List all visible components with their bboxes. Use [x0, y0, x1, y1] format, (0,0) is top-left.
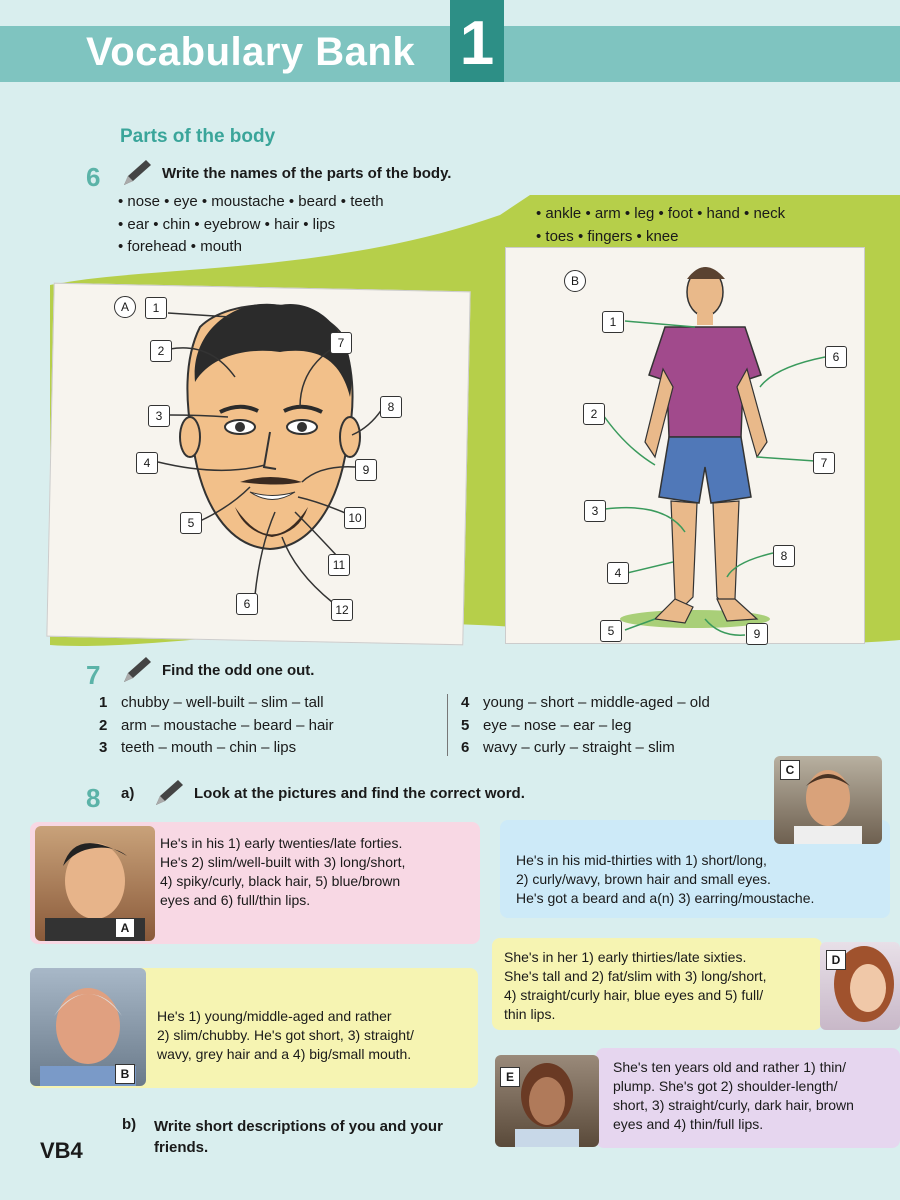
exercise-8b-instruction — [154, 1116, 443, 1158]
photo-a-label: A — [115, 918, 135, 938]
face-label-6: 6 — [236, 593, 258, 615]
photo-e-label: E — [500, 1067, 520, 1087]
description-line: He's in his mid-thirties with 1) short/long, — [516, 852, 767, 868]
description-line: wavy, grey hair and a 4) big/small mouth. — [157, 1046, 412, 1062]
description-b — [157, 1007, 414, 1064]
body-label-3: 3 — [584, 500, 606, 522]
word-list-b-line: • ankle • arm • leg • foot • hand • neck — [536, 205, 786, 222]
page-title: Vocabulary Bank — [86, 30, 416, 74]
description-line: She's tall and 2) fat/slim with 3) long/short, — [504, 968, 767, 984]
face-label-11: 11 — [328, 554, 350, 576]
word-list-b-line: • toes • fingers • knee — [536, 227, 679, 245]
odd-one-out-right — [461, 692, 710, 760]
description-line: plump. She's got 2) shoulder-length/ — [613, 1078, 838, 1094]
face-label-10: 10 — [344, 507, 366, 529]
body-label-4: 4 — [607, 562, 629, 584]
description-line: He's got a beard and a(n) 3) earring/moustache. — [516, 890, 815, 906]
exercise-6-instruction: Write the names of the parts of the body. — [162, 165, 452, 182]
section-title: Parts of the body — [120, 126, 276, 147]
description-line: He's 1) young/middle-aged and rather — [157, 1008, 392, 1024]
face-label-12: 12 — [331, 599, 353, 621]
body-label-5: 5 — [600, 620, 622, 642]
pencil-icon — [120, 158, 154, 188]
pencil-icon — [120, 655, 154, 685]
face-label-1: 1 — [145, 297, 167, 319]
photo-a — [35, 826, 155, 941]
description-line: eyes and 4) thin/full lips. — [613, 1116, 764, 1132]
description-d — [504, 948, 767, 1024]
face-label-3: 3 — [148, 405, 170, 427]
photo-c-label: C — [780, 760, 800, 780]
exercise-8a-instruction: Look at the pictures and find the correct word. — [194, 785, 525, 802]
unit-number: 1 — [459, 9, 495, 78]
list-item: 6 wavy – curly – straight – slim — [461, 739, 675, 756]
description-e — [613, 1058, 854, 1134]
photo-d-label: D — [826, 950, 846, 970]
face-label-8: 8 — [380, 396, 402, 418]
instruction-line: Write short descriptions of you and your — [154, 1118, 443, 1135]
body-label-9: 9 — [746, 623, 768, 645]
description-line: 2) curly/wavy, brown hair and small eyes. — [516, 871, 771, 887]
picture-a-label: A — [114, 296, 136, 318]
body-label-1: 1 — [602, 311, 624, 333]
word-list-a-line: • ear • chin • eyebrow • hair • lips — [118, 215, 336, 233]
description-c — [516, 851, 814, 908]
body-label-7: 7 — [813, 452, 835, 474]
list-item: 5 eye – nose – ear – leg — [461, 716, 632, 734]
list-item: 3 teeth – mouth – chin – lips — [99, 739, 297, 756]
picture-b-label: B — [564, 270, 586, 292]
list-item: 2 arm – moustache – beard – hair — [99, 716, 334, 734]
face-label-5: 5 — [180, 512, 202, 534]
description-line: eyes and 6) full/thin lips. — [160, 892, 311, 908]
word-list-b — [536, 203, 785, 248]
description-line: She's in her 1) early thirties/late sixties. — [504, 949, 747, 965]
description-a — [160, 834, 405, 910]
list-item: 4 young – short – middle-aged – old — [461, 694, 710, 711]
description-line: thin lips. — [504, 1006, 556, 1022]
face-label-7: 7 — [330, 332, 352, 354]
face-illustration — [50, 287, 465, 639]
page-number: VB4 — [40, 1138, 83, 1163]
exercise-7-number: 7 — [86, 660, 101, 690]
description-line: short, 3) straight/curly, dark hair, brown — [613, 1097, 854, 1113]
exercise-8a-label: a) — [121, 785, 135, 802]
description-line: He's in his 1) early twenties/late forties. — [160, 835, 403, 851]
description-line: 4) straight/curly hair, blue eyes and 5) full/ — [504, 987, 764, 1003]
exercise-8b-label: b) — [122, 1116, 137, 1133]
exercise-6-number: 6 — [86, 162, 101, 192]
body-label-8: 8 — [773, 545, 795, 567]
word-list-a-line: • nose • eye • moustache • beard • teeth — [118, 193, 384, 210]
description-line: 4) spiky/curly, black hair, 5) blue/brown — [160, 873, 401, 889]
photo-b-label: B — [115, 1064, 135, 1084]
description-line: She's ten years old and rather 1) thin/ — [613, 1059, 847, 1075]
list-item: 1 chubby – well-built – slim – tall — [99, 694, 324, 711]
boy-photo — [35, 826, 155, 941]
body-label-6: 6 — [825, 346, 847, 368]
face-label-4: 4 — [136, 452, 158, 474]
divider — [447, 694, 448, 756]
description-line: 2) slim/chubby. He's got short, 3) straight/ — [157, 1027, 414, 1043]
face-label-9: 9 — [355, 459, 377, 481]
body-illustration — [505, 247, 863, 642]
exercise-7-instruction: Find the odd one out. — [162, 662, 315, 679]
body-label-2: 2 — [583, 403, 605, 425]
face-label-2: 2 — [150, 340, 172, 362]
word-list-a-line: • forehead • mouth — [118, 238, 242, 255]
odd-one-out-left — [99, 692, 334, 760]
exercise-8-number: 8 — [86, 783, 101, 813]
pencil-icon — [152, 778, 186, 808]
instruction-line: friends. — [154, 1139, 209, 1156]
description-line: He's 2) slim/well-built with 3) long/short, — [160, 854, 406, 870]
